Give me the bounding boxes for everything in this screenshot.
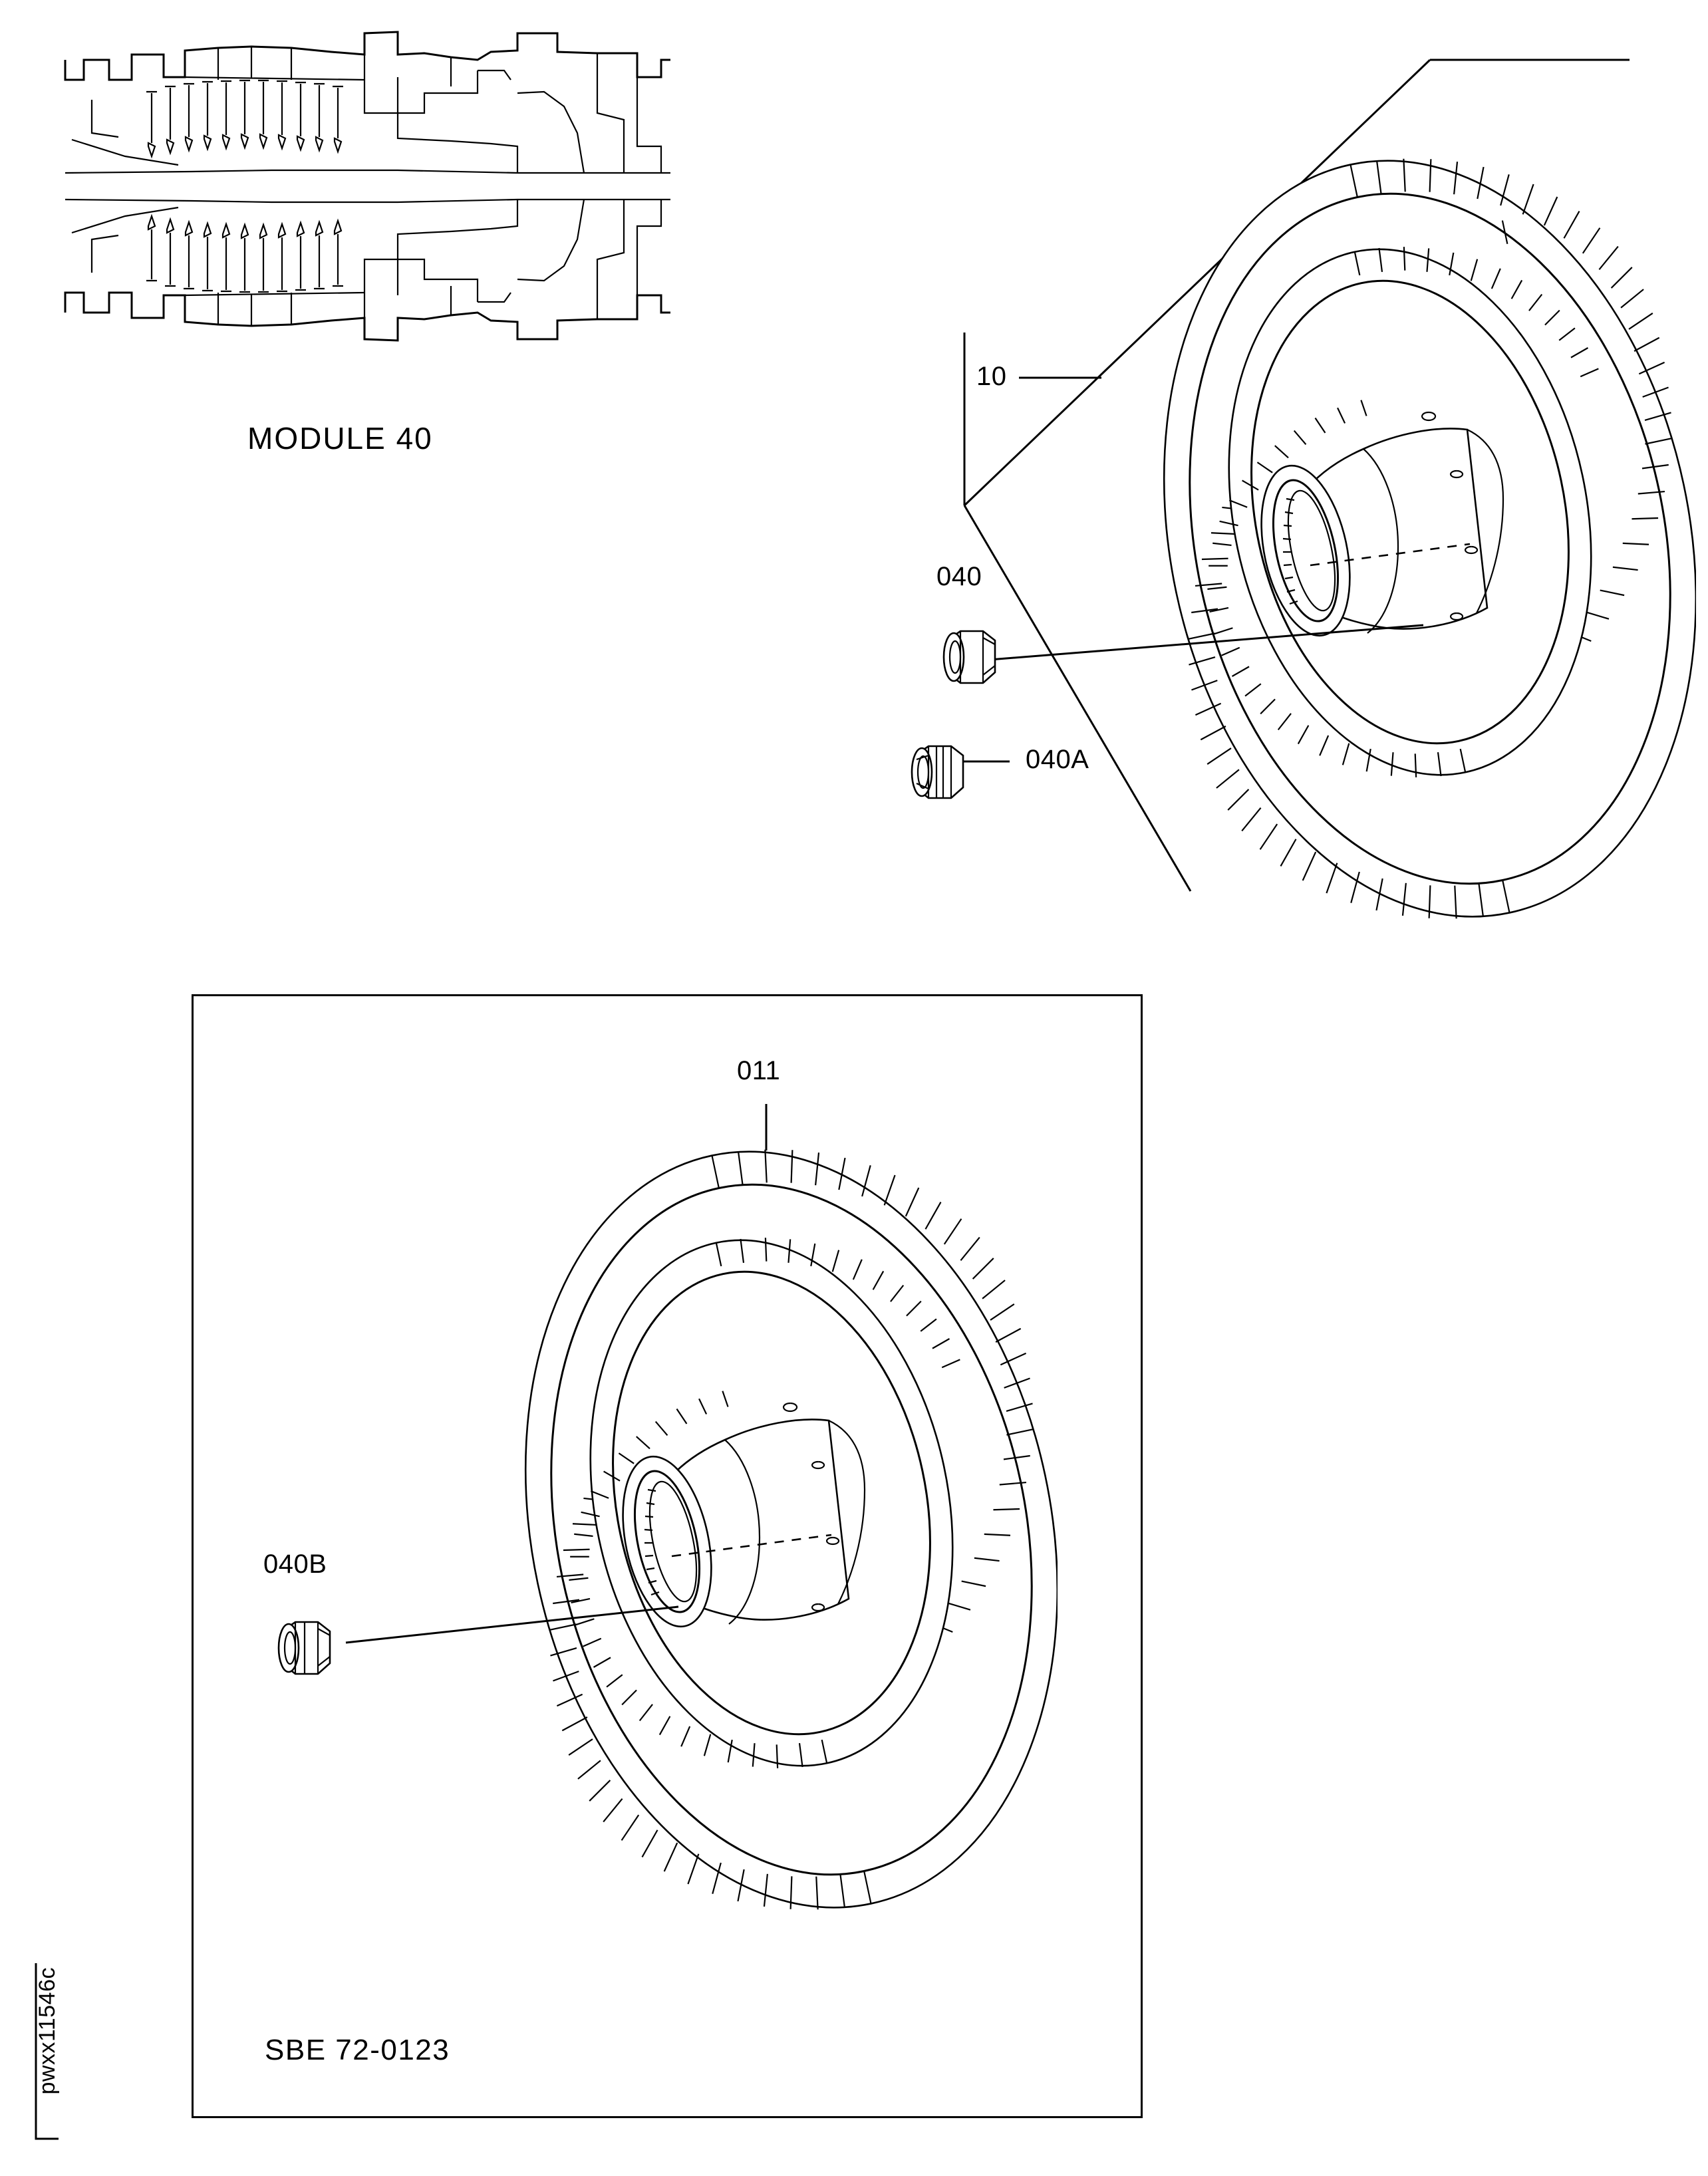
callout-040B: 040B: [263, 1550, 327, 1579]
drawing-code: pwxx11546c: [35, 1967, 60, 2095]
engine-cross-section-icon: [52, 13, 670, 359]
bottom-view-leaders: [266, 1037, 1064, 1702]
frame-title: SBE 72-0123: [265, 2034, 450, 2066]
callout-040: 040: [936, 562, 982, 591]
nut-icon: [931, 622, 1011, 695]
nut-icon: [899, 737, 979, 810]
module-label: MODULE 40: [247, 421, 433, 456]
nut-icon: [266, 1613, 346, 1686]
callout-040A: 040A: [1026, 745, 1089, 774]
callout-10: 10: [976, 362, 1007, 391]
callout-011: 011: [737, 1056, 781, 1085]
